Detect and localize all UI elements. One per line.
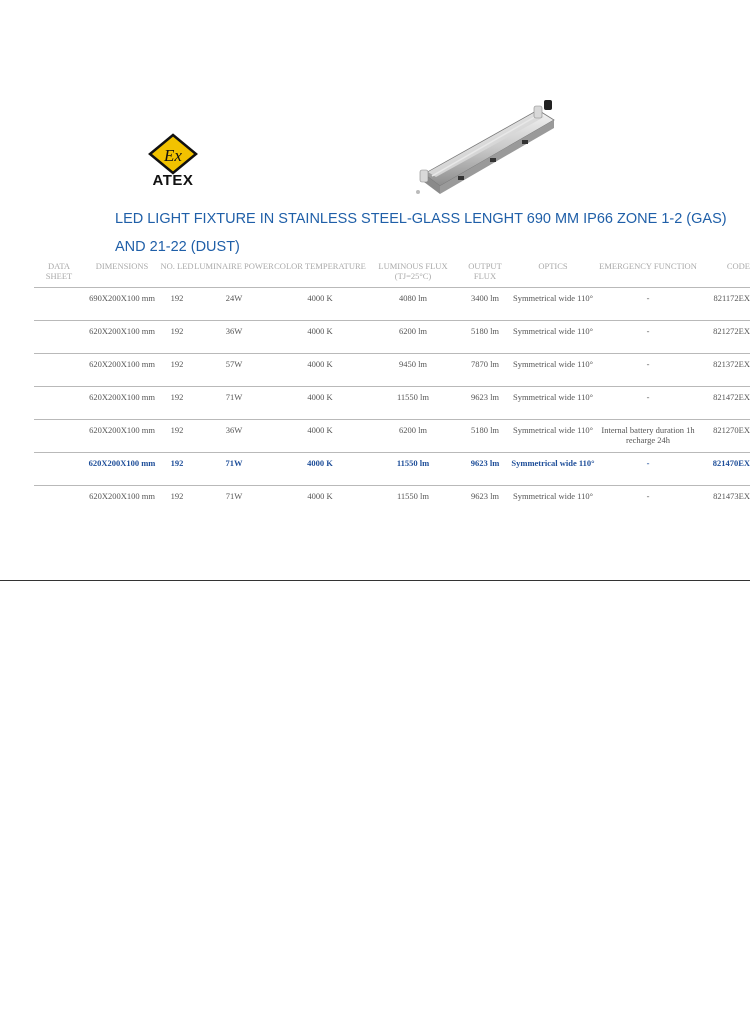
- cell-emergency: -: [596, 354, 700, 387]
- cell-power: 36W: [194, 321, 274, 354]
- cell-dimensions: 620X200X100 mm: [84, 387, 160, 420]
- cell-data-sheet[interactable]: [34, 354, 84, 387]
- cell-power: 71W: [194, 486, 274, 519]
- cell-code: 821473EX: [700, 486, 750, 519]
- table-row-highlighted[interactable]: [34, 453, 750, 486]
- cell-output-flux: 7870 lm: [460, 354, 510, 387]
- header-color-temperature: COLOR TEMPERATURE: [274, 261, 366, 271]
- led-fixture-image: [410, 96, 560, 200]
- header-luminaire-power: LUMINAIRE POWER: [194, 261, 274, 271]
- cell-output-flux: 3400 lm: [460, 288, 510, 321]
- cell-dimensions: 620X200X100 mm: [84, 453, 160, 486]
- cell-color-temperature: 4000 K: [274, 453, 366, 486]
- cell-luminous-flux: 11550 lm: [366, 453, 460, 486]
- cell-emergency: -: [596, 288, 700, 321]
- cell-optics: Symmetrical wide 110°: [510, 321, 596, 354]
- cell-luminous-flux: 11550 lm: [366, 387, 460, 420]
- header-output-flux: OUTPUT FLUX: [468, 261, 502, 281]
- cell-data-sheet[interactable]: [34, 420, 84, 453]
- cell-power: 71W: [194, 453, 274, 486]
- cell-emergency: -: [596, 486, 700, 519]
- cell-no-led: 192: [160, 321, 194, 354]
- cell-optics: Symmetrical wide 110°: [510, 420, 596, 453]
- table-row[interactable]: [34, 321, 750, 354]
- cell-output-flux: 5180 lm: [460, 420, 510, 453]
- cell-output-flux: 5180 lm: [460, 321, 510, 354]
- table-row[interactable]: [34, 387, 750, 420]
- header-no-led: NO. LED: [160, 261, 194, 271]
- table-header-row: [34, 259, 750, 288]
- ex-hexagon-icon: [145, 133, 201, 175]
- cell-luminous-flux: 6200 lm: [366, 321, 460, 354]
- cell-dimensions: 620X200X100 mm: [84, 321, 160, 354]
- table-row[interactable]: [34, 486, 750, 519]
- cell-color-temperature: 4000 K: [274, 321, 366, 354]
- spec-table: [34, 259, 750, 518]
- ex-symbol: Ex: [164, 146, 182, 165]
- cell-color-temperature: 4000 K: [274, 486, 366, 519]
- cell-code: 821470EX: [700, 453, 750, 486]
- cell-emergency: -: [596, 453, 700, 486]
- cell-emergency: -: [596, 321, 700, 354]
- atex-label: ATEX: [152, 172, 194, 189]
- cell-optics: Symmetrical wide 110°: [510, 486, 596, 519]
- cell-code: 821172EX: [700, 288, 750, 321]
- cell-color-temperature: 4000 K: [274, 387, 366, 420]
- cell-data-sheet[interactable]: [34, 486, 84, 519]
- cell-luminous-flux: 11550 lm: [366, 486, 460, 519]
- cell-optics: Symmetrical wide 110°: [510, 354, 596, 387]
- cell-output-flux: 9623 lm: [460, 453, 510, 486]
- cell-code: 821270EX: [700, 420, 750, 453]
- cell-code: 821472EX: [700, 387, 750, 420]
- header-optics: OPTICS: [538, 261, 568, 271]
- cell-data-sheet[interactable]: [34, 321, 84, 354]
- cell-optics: Symmetrical wide 110°: [510, 453, 596, 486]
- cell-no-led: 192: [160, 354, 194, 387]
- cell-dimensions: 620X200X100 mm: [84, 486, 160, 519]
- cell-dimensions: 620X200X100 mm: [84, 354, 160, 387]
- cell-dimensions: 690X200X100 mm: [84, 288, 160, 321]
- cell-power: 36W: [194, 420, 274, 453]
- header-dimensions: DIMENSIONS: [95, 261, 149, 271]
- cell-color-temperature: 4000 K: [274, 354, 366, 387]
- cell-color-temperature: 4000 K: [274, 420, 366, 453]
- table-row[interactable]: [34, 420, 750, 453]
- page-divider: [0, 580, 750, 581]
- cell-dimensions: 620X200X100 mm: [84, 420, 160, 453]
- cell-no-led: 192: [160, 453, 194, 486]
- cell-luminous-flux: 4080 lm: [366, 288, 460, 321]
- header-emergency-function: EMERGENCY FUNCTION: [599, 261, 697, 271]
- cell-emergency: -: [596, 387, 700, 420]
- cell-optics: Symmetrical wide 110°: [510, 387, 596, 420]
- cell-emergency: Internal battery duration 1h recharge 24h: [596, 420, 700, 453]
- cell-no-led: 192: [160, 387, 194, 420]
- cell-optics: Symmetrical wide 110°: [510, 288, 596, 321]
- cell-no-led: 192: [160, 486, 194, 519]
- cell-power: 71W: [194, 387, 274, 420]
- cell-no-led: 192: [160, 288, 194, 321]
- header-luminous-flux: LUMINOUS FLUX (TJ=25°C): [378, 261, 448, 281]
- table-row[interactable]: [34, 288, 750, 321]
- cell-data-sheet[interactable]: [34, 288, 84, 321]
- cell-data-sheet[interactable]: [34, 453, 84, 486]
- cell-no-led: 192: [160, 420, 194, 453]
- cell-luminous-flux: 6200 lm: [366, 420, 460, 453]
- cell-data-sheet[interactable]: [34, 387, 84, 420]
- cell-output-flux: 9623 lm: [460, 486, 510, 519]
- cell-power: 24W: [194, 288, 274, 321]
- cell-code: 821272EX: [700, 321, 750, 354]
- header-code: CODE: [726, 261, 750, 271]
- product-title: LED LIGHT FIXTURE IN STAINLESS STEEL-GLASS LENGHT 690 MM IP66 ZONE 1-2 (GAS) AND 21-22 (DUST): [115, 211, 727, 255]
- cell-color-temperature: 4000 K: [274, 288, 366, 321]
- cell-code: 821372EX: [700, 354, 750, 387]
- cell-output-flux: 9623 lm: [460, 387, 510, 420]
- cell-power: 57W: [194, 354, 274, 387]
- cell-luminous-flux: 9450 lm: [366, 354, 460, 387]
- header-data-sheet: DATA SHEET: [45, 261, 73, 281]
- table-row[interactable]: [34, 354, 750, 387]
